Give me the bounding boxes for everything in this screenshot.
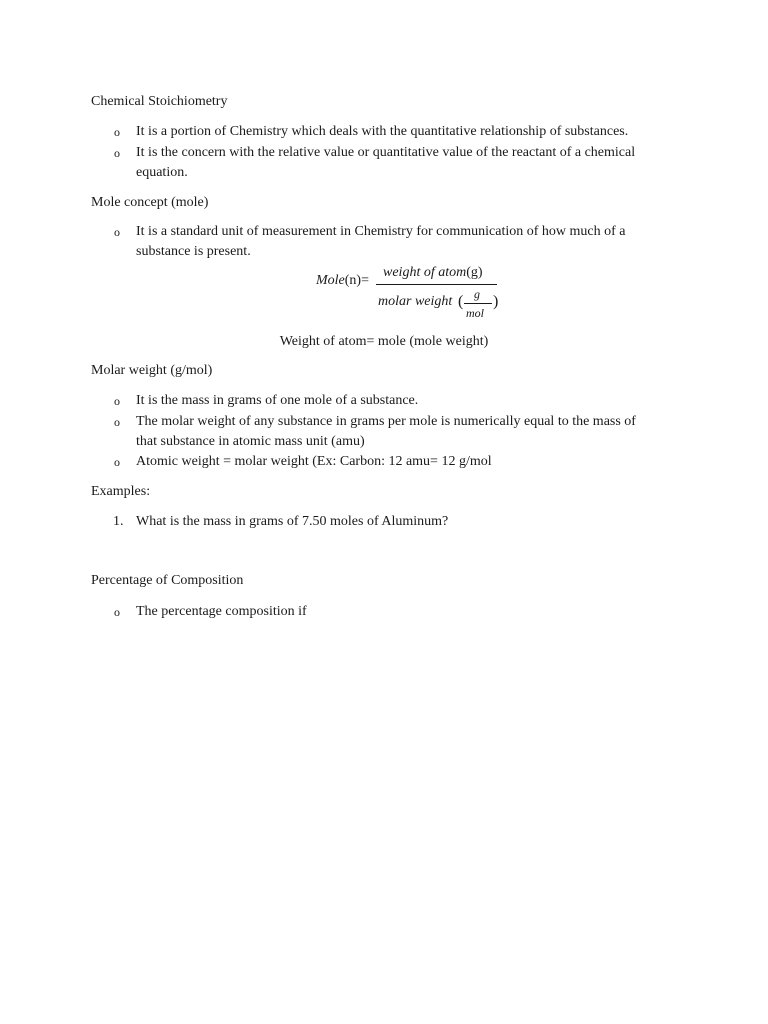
formula-numerator xyxy=(383,263,483,283)
formula-lhs xyxy=(316,271,369,291)
formula-equals: = xyxy=(361,273,369,288)
formula-lhs-text: Mole xyxy=(316,273,345,288)
bullet-text: The percentage composition if xyxy=(136,604,307,619)
formula-numerator-paren: (g) xyxy=(466,265,483,280)
bullet-marker: o xyxy=(114,125,120,139)
bullet-text: It is the mass in grams of one mole of a substance. xyxy=(136,393,419,408)
section-heading-stoichiometry: Chemical Stoichiometry xyxy=(91,94,228,109)
formula-close-paren: ) xyxy=(493,293,499,310)
bullet-marker: o xyxy=(114,415,120,429)
section-heading-composition: Percentage of Composition xyxy=(91,573,244,588)
bullet-text-continuation: substance is present. xyxy=(136,244,251,259)
list-number: 1. xyxy=(113,514,124,529)
formula-weight-of-atom: Weight of atom= mole (mole weight) xyxy=(279,334,489,349)
bullet-text: It is the concern with the relative value or quantitative value of the reactant of a chemical xyxy=(136,145,636,160)
bullet-marker: o xyxy=(114,455,120,469)
formula-denominator: molar weight xyxy=(378,294,453,309)
section-heading-mole-concept: Mole concept (mole) xyxy=(91,195,209,210)
formula-numerator-text: weight of atom xyxy=(383,265,467,280)
bullet-text: Atomic weight = molar weight (Ex: Carbon: 12 amu= 12 g/mol xyxy=(136,454,492,469)
bullet-marker: o xyxy=(114,146,120,160)
formula-open-paren: ( xyxy=(458,293,464,310)
bullet-text: The molar weight of any substance in grams per mole is numerically equal to the mass of xyxy=(136,414,636,429)
section-heading-molar-weight: Molar weight (g/mol) xyxy=(91,363,213,378)
bullet-text-continuation: equation. xyxy=(136,165,188,180)
bullet-text: It is a standard unit of measurement in Chemistry for communication of how much of a xyxy=(136,224,626,239)
formula-inner-numerator: g xyxy=(474,287,480,301)
list-item-text: What is the mass in grams of 7.50 moles of Aluminum? xyxy=(136,514,449,529)
bullet-marker: o xyxy=(114,394,120,408)
formula-inner-denominator: mol xyxy=(466,306,484,320)
bullet-marker: o xyxy=(114,605,120,619)
bullet-text: It is a portion of Chemistry which deals with the quantitative relationship of substances. xyxy=(136,124,629,139)
formula-lhs-paren: (n) xyxy=(344,273,362,288)
bullet-marker: o xyxy=(114,225,120,239)
bullet-text-continuation: that substance in atomic mass unit (amu) xyxy=(136,434,365,449)
section-heading-examples: Examples: xyxy=(91,484,151,499)
